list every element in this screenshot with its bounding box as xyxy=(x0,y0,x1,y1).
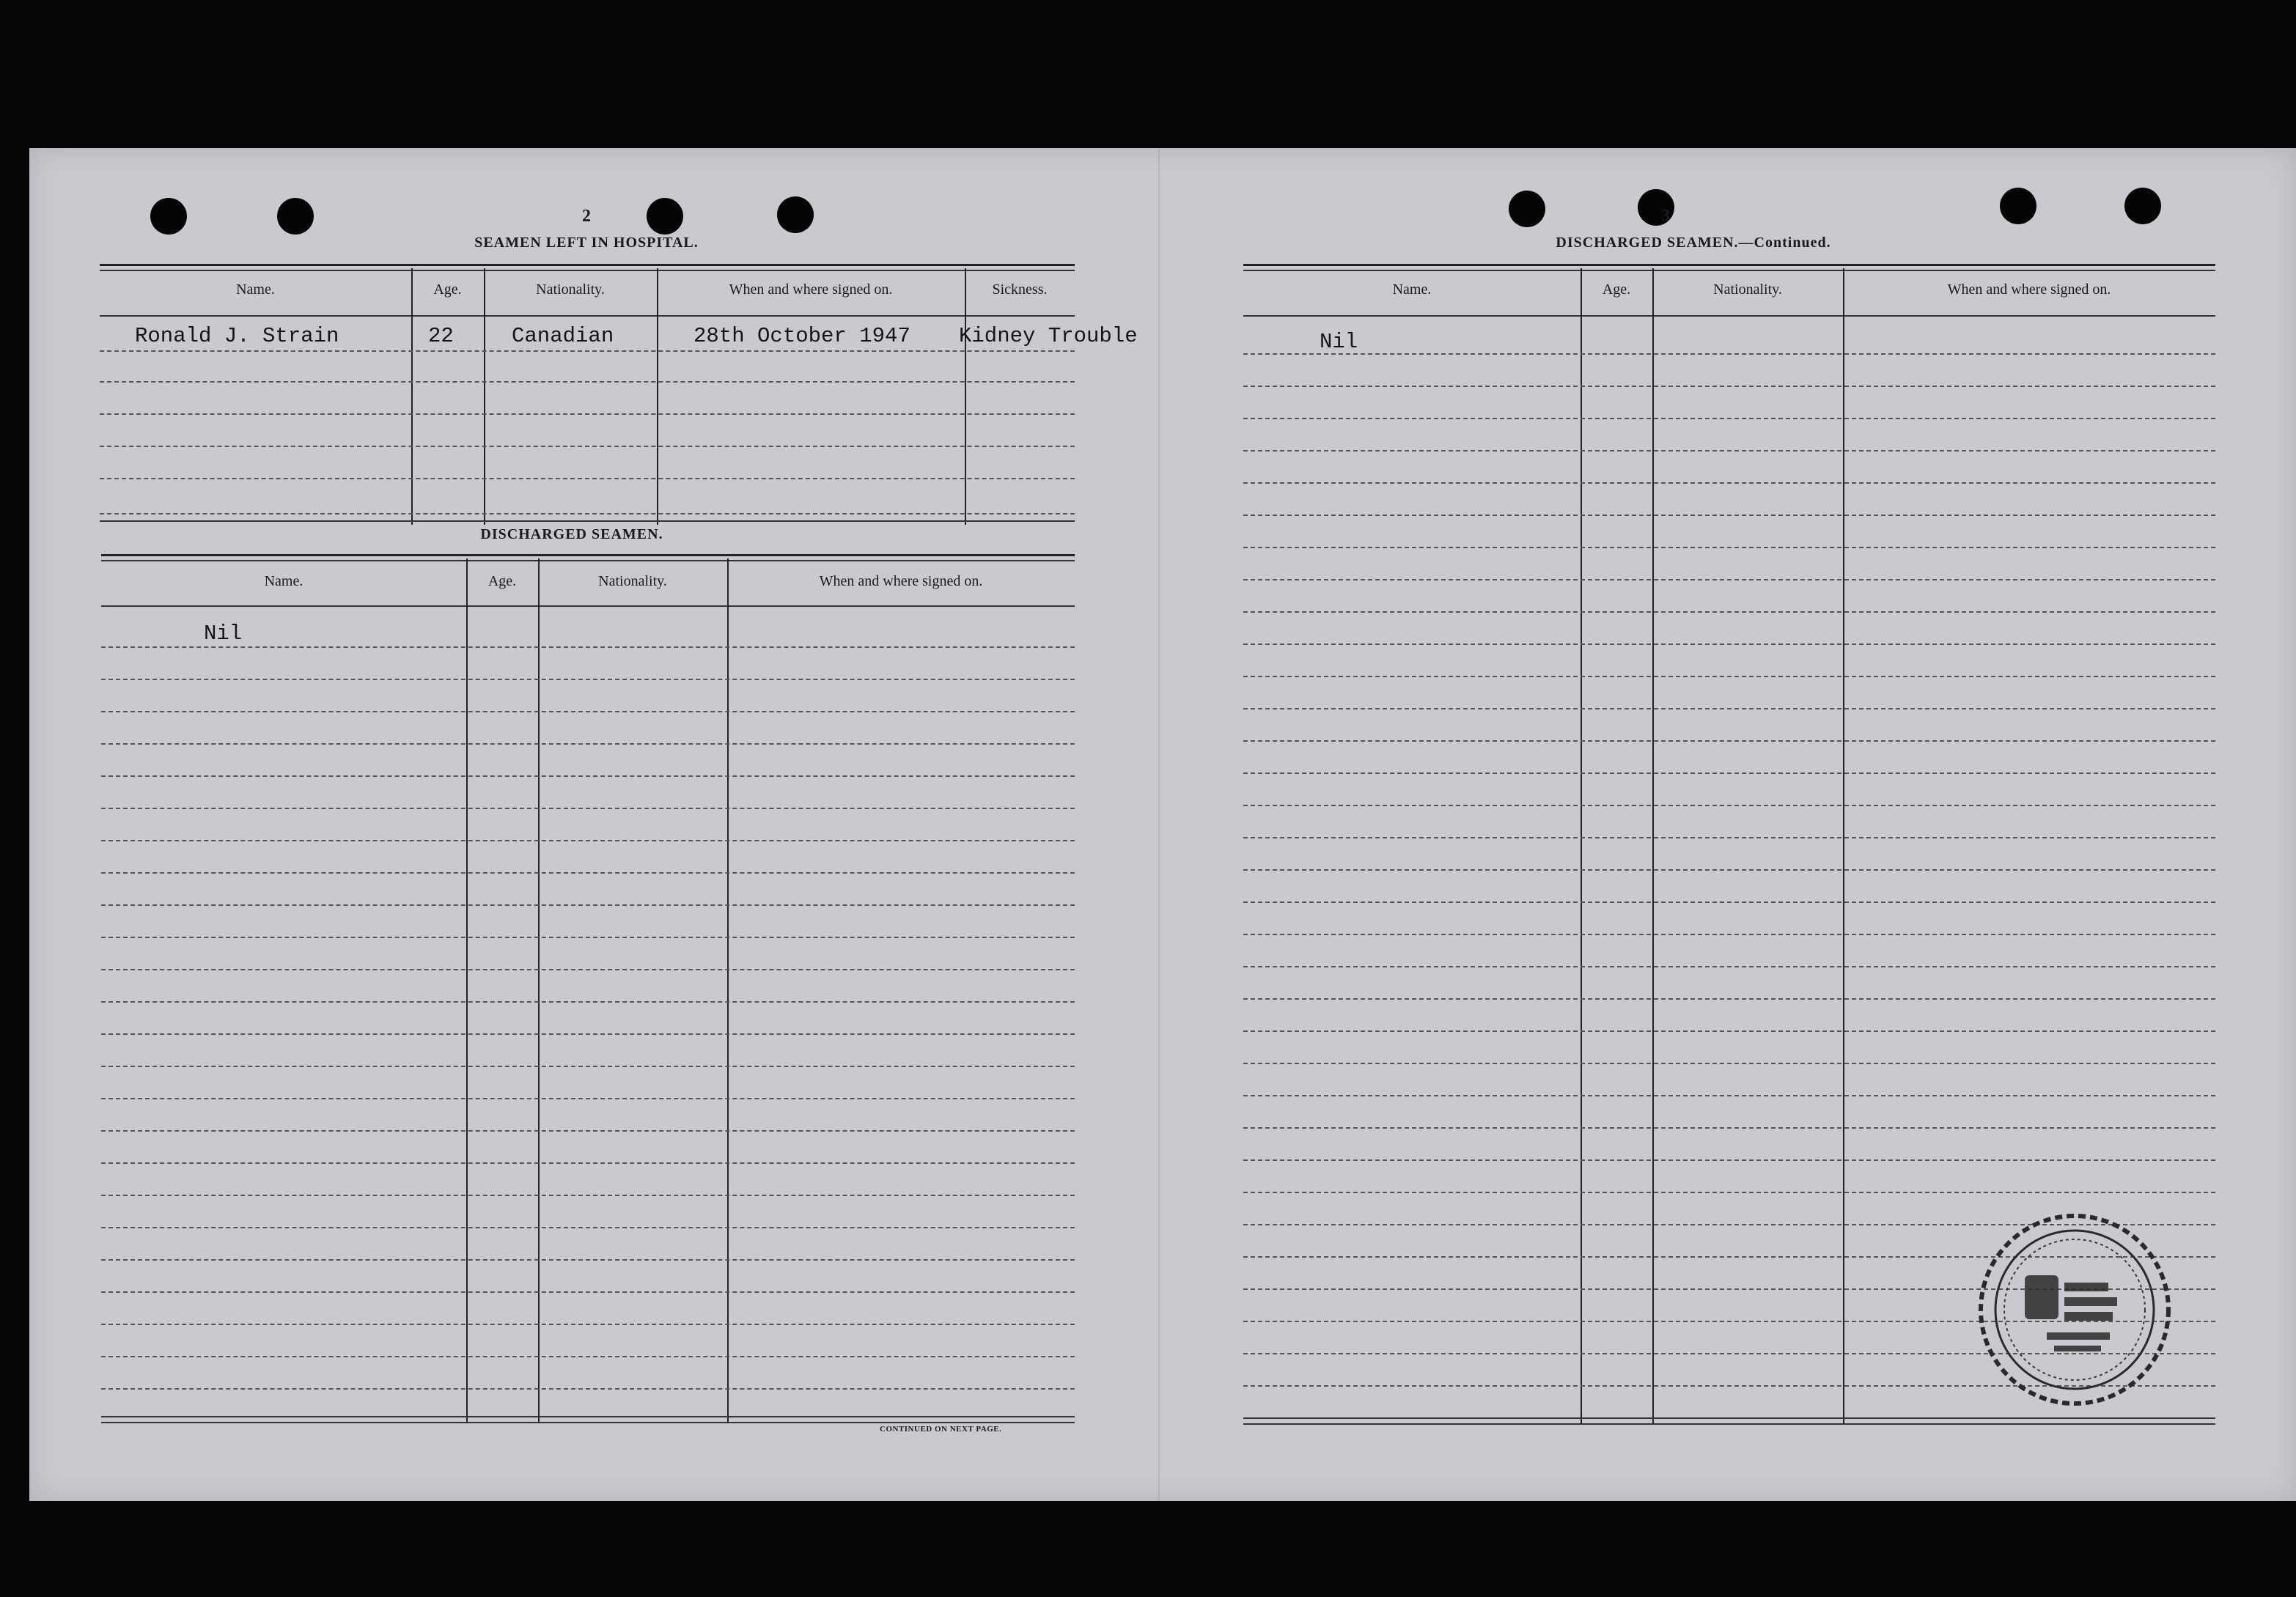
column-header-name: Name. xyxy=(264,573,303,589)
punch-hole xyxy=(277,198,314,235)
patient-name: Ronald J. Strain xyxy=(135,324,339,348)
punch-hole xyxy=(2124,188,2161,224)
left-page xyxy=(29,148,1158,1501)
punch-hole xyxy=(647,198,683,235)
patient-age: 22 xyxy=(428,324,454,348)
patient-nationality: Canadian xyxy=(512,324,614,348)
section-title-hospital: SEAMEN LEFT IN HOSPITAL. xyxy=(474,235,699,251)
column-header-signed-on: When and where signed on. xyxy=(729,281,893,298)
column-header-age: Age. xyxy=(433,281,462,298)
document-paper xyxy=(29,148,2296,1501)
discharged-entry: Nil xyxy=(1320,330,1358,354)
column-header-signed-on: When and where signed on. xyxy=(819,573,983,589)
column-header-signed-on: When and where signed on. xyxy=(1947,281,2111,298)
column-header-nationality: Nationality. xyxy=(1713,281,1782,298)
column-header-age: Age. xyxy=(487,573,517,589)
patient-signed-on: 28th October 1947 xyxy=(693,324,910,348)
column-header-name: Name. xyxy=(236,281,275,298)
section-title-discharged-continued: DISCHARGED SEAMEN.—Continued. xyxy=(1556,235,1831,251)
patient-sickness: Kidney Trouble xyxy=(959,324,1138,348)
continued-note: CONTINUED ON NEXT PAGE. xyxy=(880,1425,1002,1434)
right-page xyxy=(1158,148,2296,1501)
page-number: 3 xyxy=(1661,207,1670,226)
column-header-nationality: Nationality. xyxy=(598,573,667,589)
page-number: 2 xyxy=(582,207,591,226)
punch-hole xyxy=(777,196,814,233)
column-header-nationality: Nationality. xyxy=(536,281,605,298)
punch-hole xyxy=(1509,191,1545,227)
discharged-table xyxy=(101,554,1075,1434)
column-header-name: Name. xyxy=(1392,281,1432,298)
discharged-entry: Nil xyxy=(204,622,243,646)
column-header-age: Age. xyxy=(1602,281,1631,298)
section-title-discharged: DISCHARGED SEAMEN. xyxy=(480,526,663,542)
column-header-sickness: Sickness. xyxy=(992,281,1048,298)
circular-stamp xyxy=(1965,1203,2185,1416)
punch-hole xyxy=(150,198,187,235)
punch-hole xyxy=(2000,188,2036,224)
